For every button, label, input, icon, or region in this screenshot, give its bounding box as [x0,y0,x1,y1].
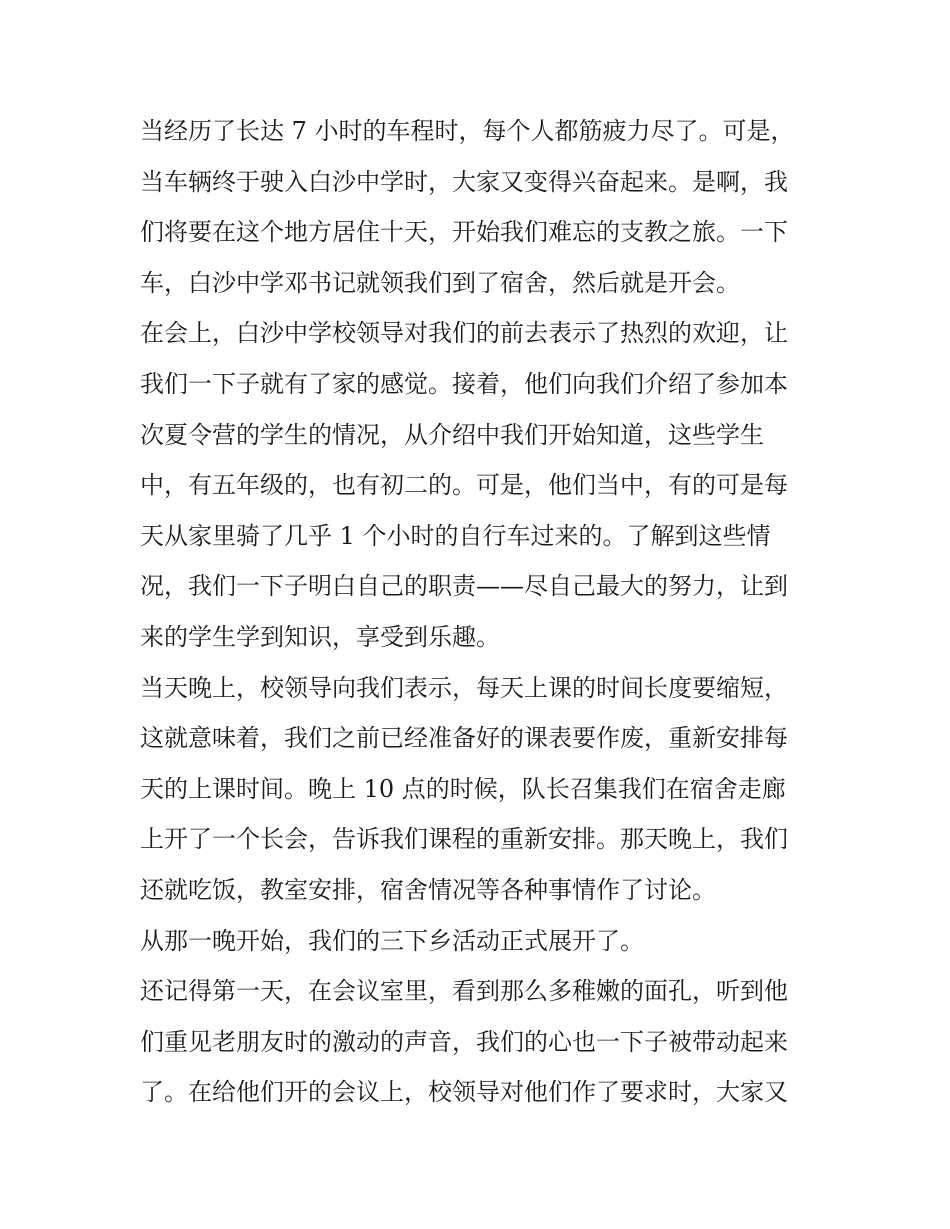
text-line: 我们一下子就有了家的感觉。接着，他们向我们介绍了参加本 [140,369,788,398]
text-line: 当经历了长达 7 小时的车程时，每个人都筋疲力尽了。可是， [140,117,795,145]
text-line: 中，有五年级的，也有初二的。可是，他们当中，有的可是每 [140,471,788,500]
text-line: 况，我们一下子明白自己的职责——尽自己最大的努力，让到 [140,572,788,601]
text-line: 次夏令营的学生的情况，从介绍中我们开始知道，这些学生 [140,420,764,449]
text-line: 还就吃饭，教室安排，宿舍情况等各种事情作了讨论。 [140,875,716,904]
text-line: 还记得第一天，在会议室里，看到那么多稚嫩的面孔，听到他 [140,977,788,1006]
text-line: 天的上课时间。晚上 10 点的时候，队长召集我们在宿舍走廊 [140,774,786,803]
text-line: 从那一晚开始，我们的三下乡活动正式展开了。 [140,926,644,955]
text-line: 天从家里骑了几乎 1 个小时的自行车过来的。了解到这些情 [140,521,771,550]
text-line: 来的学生学到知识，享受到乐趣。 [140,622,500,651]
document-body [140,106,820,1118]
text-line: 了。在给他们开的会议上，校领导对他们作了要求时，大家又 [140,1078,788,1107]
text-line: 上开了一个长会，告诉我们课程的重新安排。那天晚上，我们 [140,825,788,854]
text-line: 们将要在这个地方居住十天，开始我们难忘的支教之旅。一下 [140,218,788,247]
text-line: 当车辆终于驶入白沙中学时，大家又变得兴奋起来。是啊，我 [140,167,788,196]
text-line: 这就意味着，我们之前已经准备好的课表要作废，重新安排每 [140,724,788,753]
text-line: 在会上，白沙中学校领导对我们的前去表示了热烈的欢迎，让 [140,319,788,348]
text-line: 车，白沙中学邓书记就领我们到了宿舍，然后就是开会。 [140,268,740,297]
text-line: 当天晚上，校领导向我们表示，每天上课的时间长度要缩短， [140,673,788,702]
text-line: 们重见老朋友时的激动的声音，我们的心也一下子被带动起来 [140,1027,788,1056]
